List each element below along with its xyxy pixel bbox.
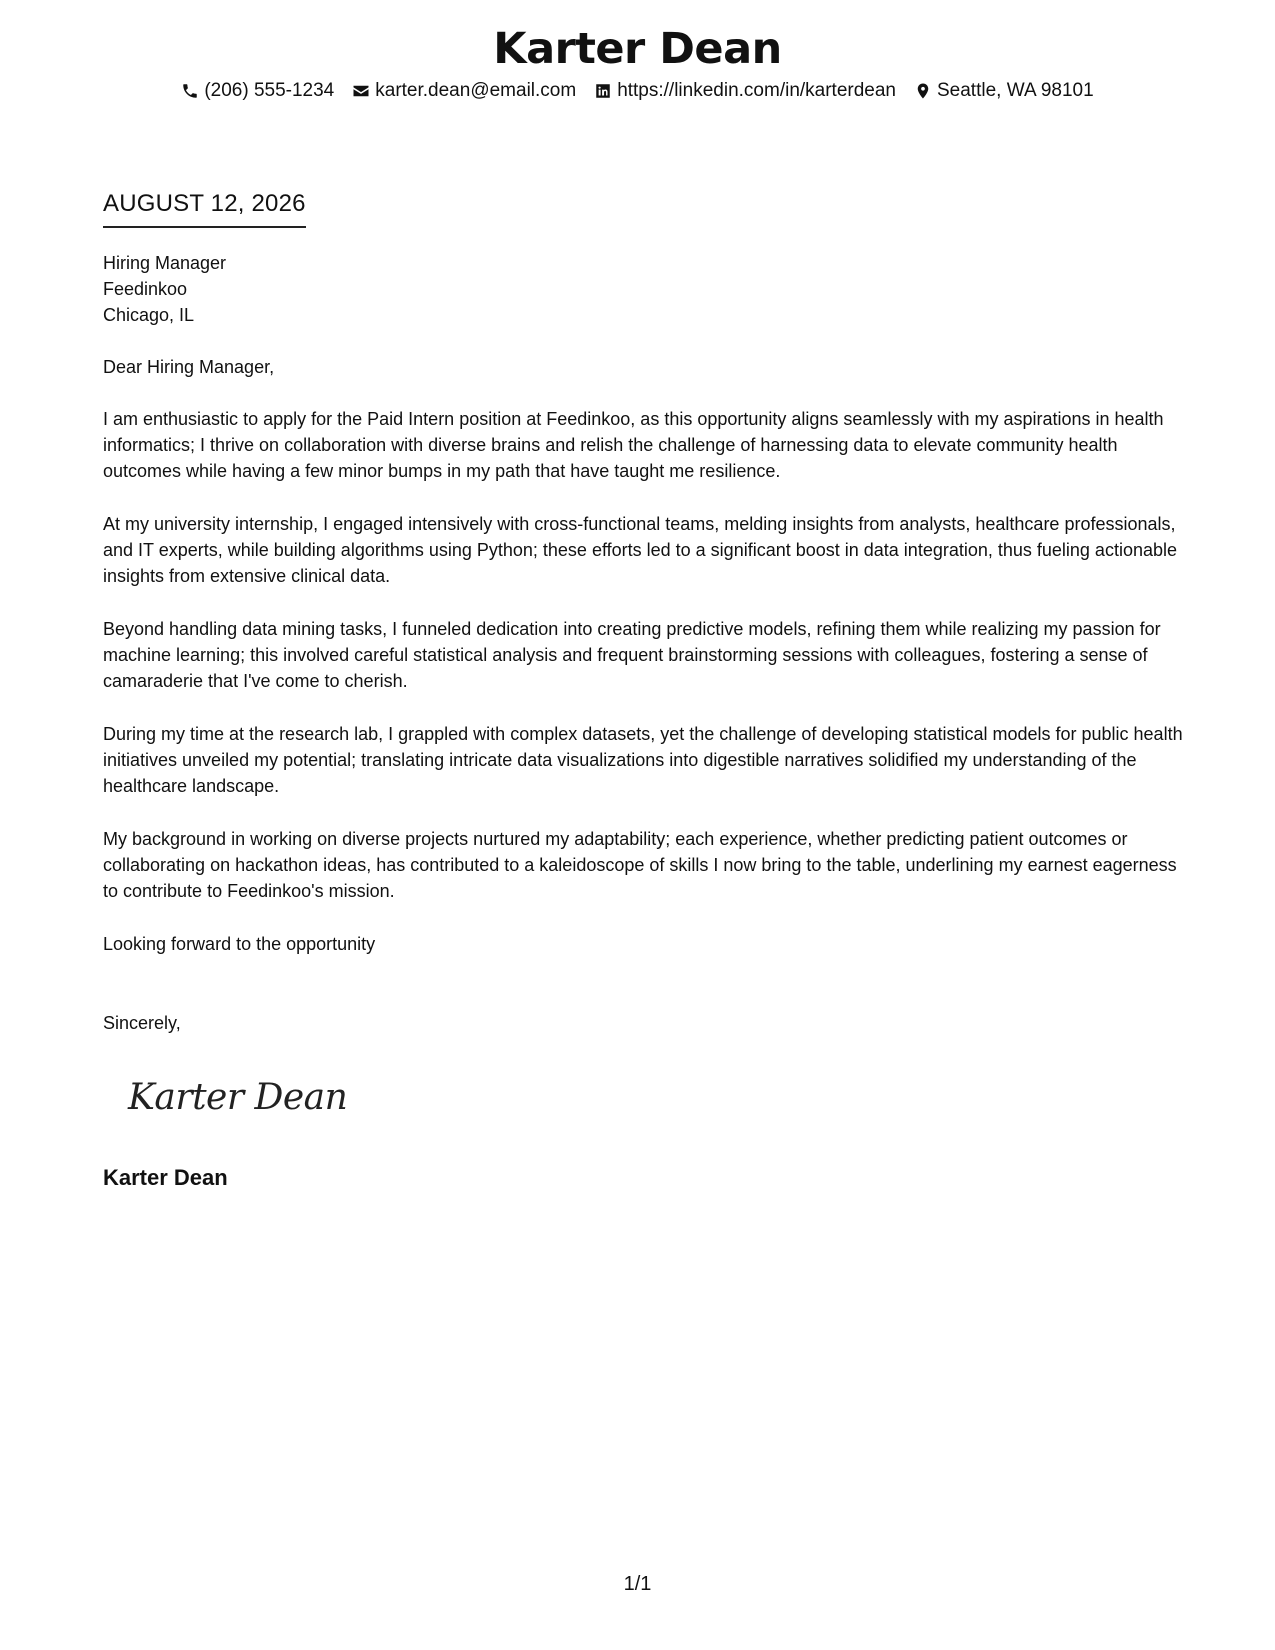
body-paragraph-4: During my time at the research lab, I grappled with complex datasets, yet the challenge of developing statistical models for public health initiatives unveiled my potential; translating intricate data visualizations into digestible narratives solidified my understanding of the healthcare landscape. [103, 724, 1183, 796]
contact-location [914, 79, 1094, 103]
body-paragraph-1: I am enthusiastic to apply for the Paid Intern position at Feedinkoo, as this opportunity aligns seamlessly with my aspirations in health informatics; I thrive on collaboration with diverse brains and relish the challenge of harnessing data to elevate community health outcomes while having a few minor bumps in my path that have taught me resilience. [103, 409, 1164, 481]
location-text: Seattle, WA 98101 [937, 80, 1094, 101]
contact-info-row [0, 79, 1275, 103]
map-pin-icon [914, 82, 932, 100]
sign-off: Sincerely, [103, 1013, 181, 1033]
body-paragraph-2: At my university internship, I engaged intensively with cross-functional teams, melding insights from analysts, healthcare professionals, and IT experts, while building algorithms using Python; these efforts led to a significant boost in data integration, thus fueling actionable insights from extensive clinical data. [103, 514, 1177, 586]
linkedin-url[interactable]: https://linkedin.com/in/karterdean [617, 80, 896, 101]
handwritten-signature: Karter Dean [128, 1077, 348, 1118]
body-paragraph-5: My background in working on diverse projects nurtured my adaptability; each experience, whether predicting patient outcomes or collaborating on hackathon ideas, has contributed to a kaleidoscope of skills I now bring to the table, underlining my earnest eagerness to contribute to Feedinkoo's mission. [103, 829, 1177, 901]
closing-line: Looking forward to the opportunity [103, 934, 376, 954]
contact-phone [181, 79, 334, 103]
recipient-title: Hiring Manager [103, 253, 227, 273]
recipient-location: Chicago, IL [103, 305, 195, 325]
recipient-company: Feedinkoo [103, 279, 188, 299]
contact-email [352, 79, 576, 103]
salutation: Dear Hiring Manager, [103, 357, 275, 377]
email-address: karter.dean@email.com [375, 80, 577, 101]
phone-number: (206) 555-1234 [204, 80, 335, 101]
applicant-name-heading: Karter Dean [493, 24, 782, 74]
recipient-block [103, 250, 226, 328]
page-number: 1/1 [623, 1573, 652, 1595]
letter-date: AUGUST 12, 2026 [103, 188, 306, 228]
phone-icon [181, 82, 199, 100]
linkedin-icon [594, 82, 612, 100]
envelope-icon [352, 82, 370, 100]
body-paragraph-3: Beyond handling data mining tasks, I funneled dedication into creating predictive models, refining them while realizing my passion for machine learning; this involved careful statistical analysis and frequent brainstorming sessions with colleagues, fostering a sense of camaraderie that I've come to cherish. [103, 619, 1161, 691]
contact-linkedin [594, 79, 896, 103]
signer-name: Karter Dean [103, 1165, 228, 1190]
